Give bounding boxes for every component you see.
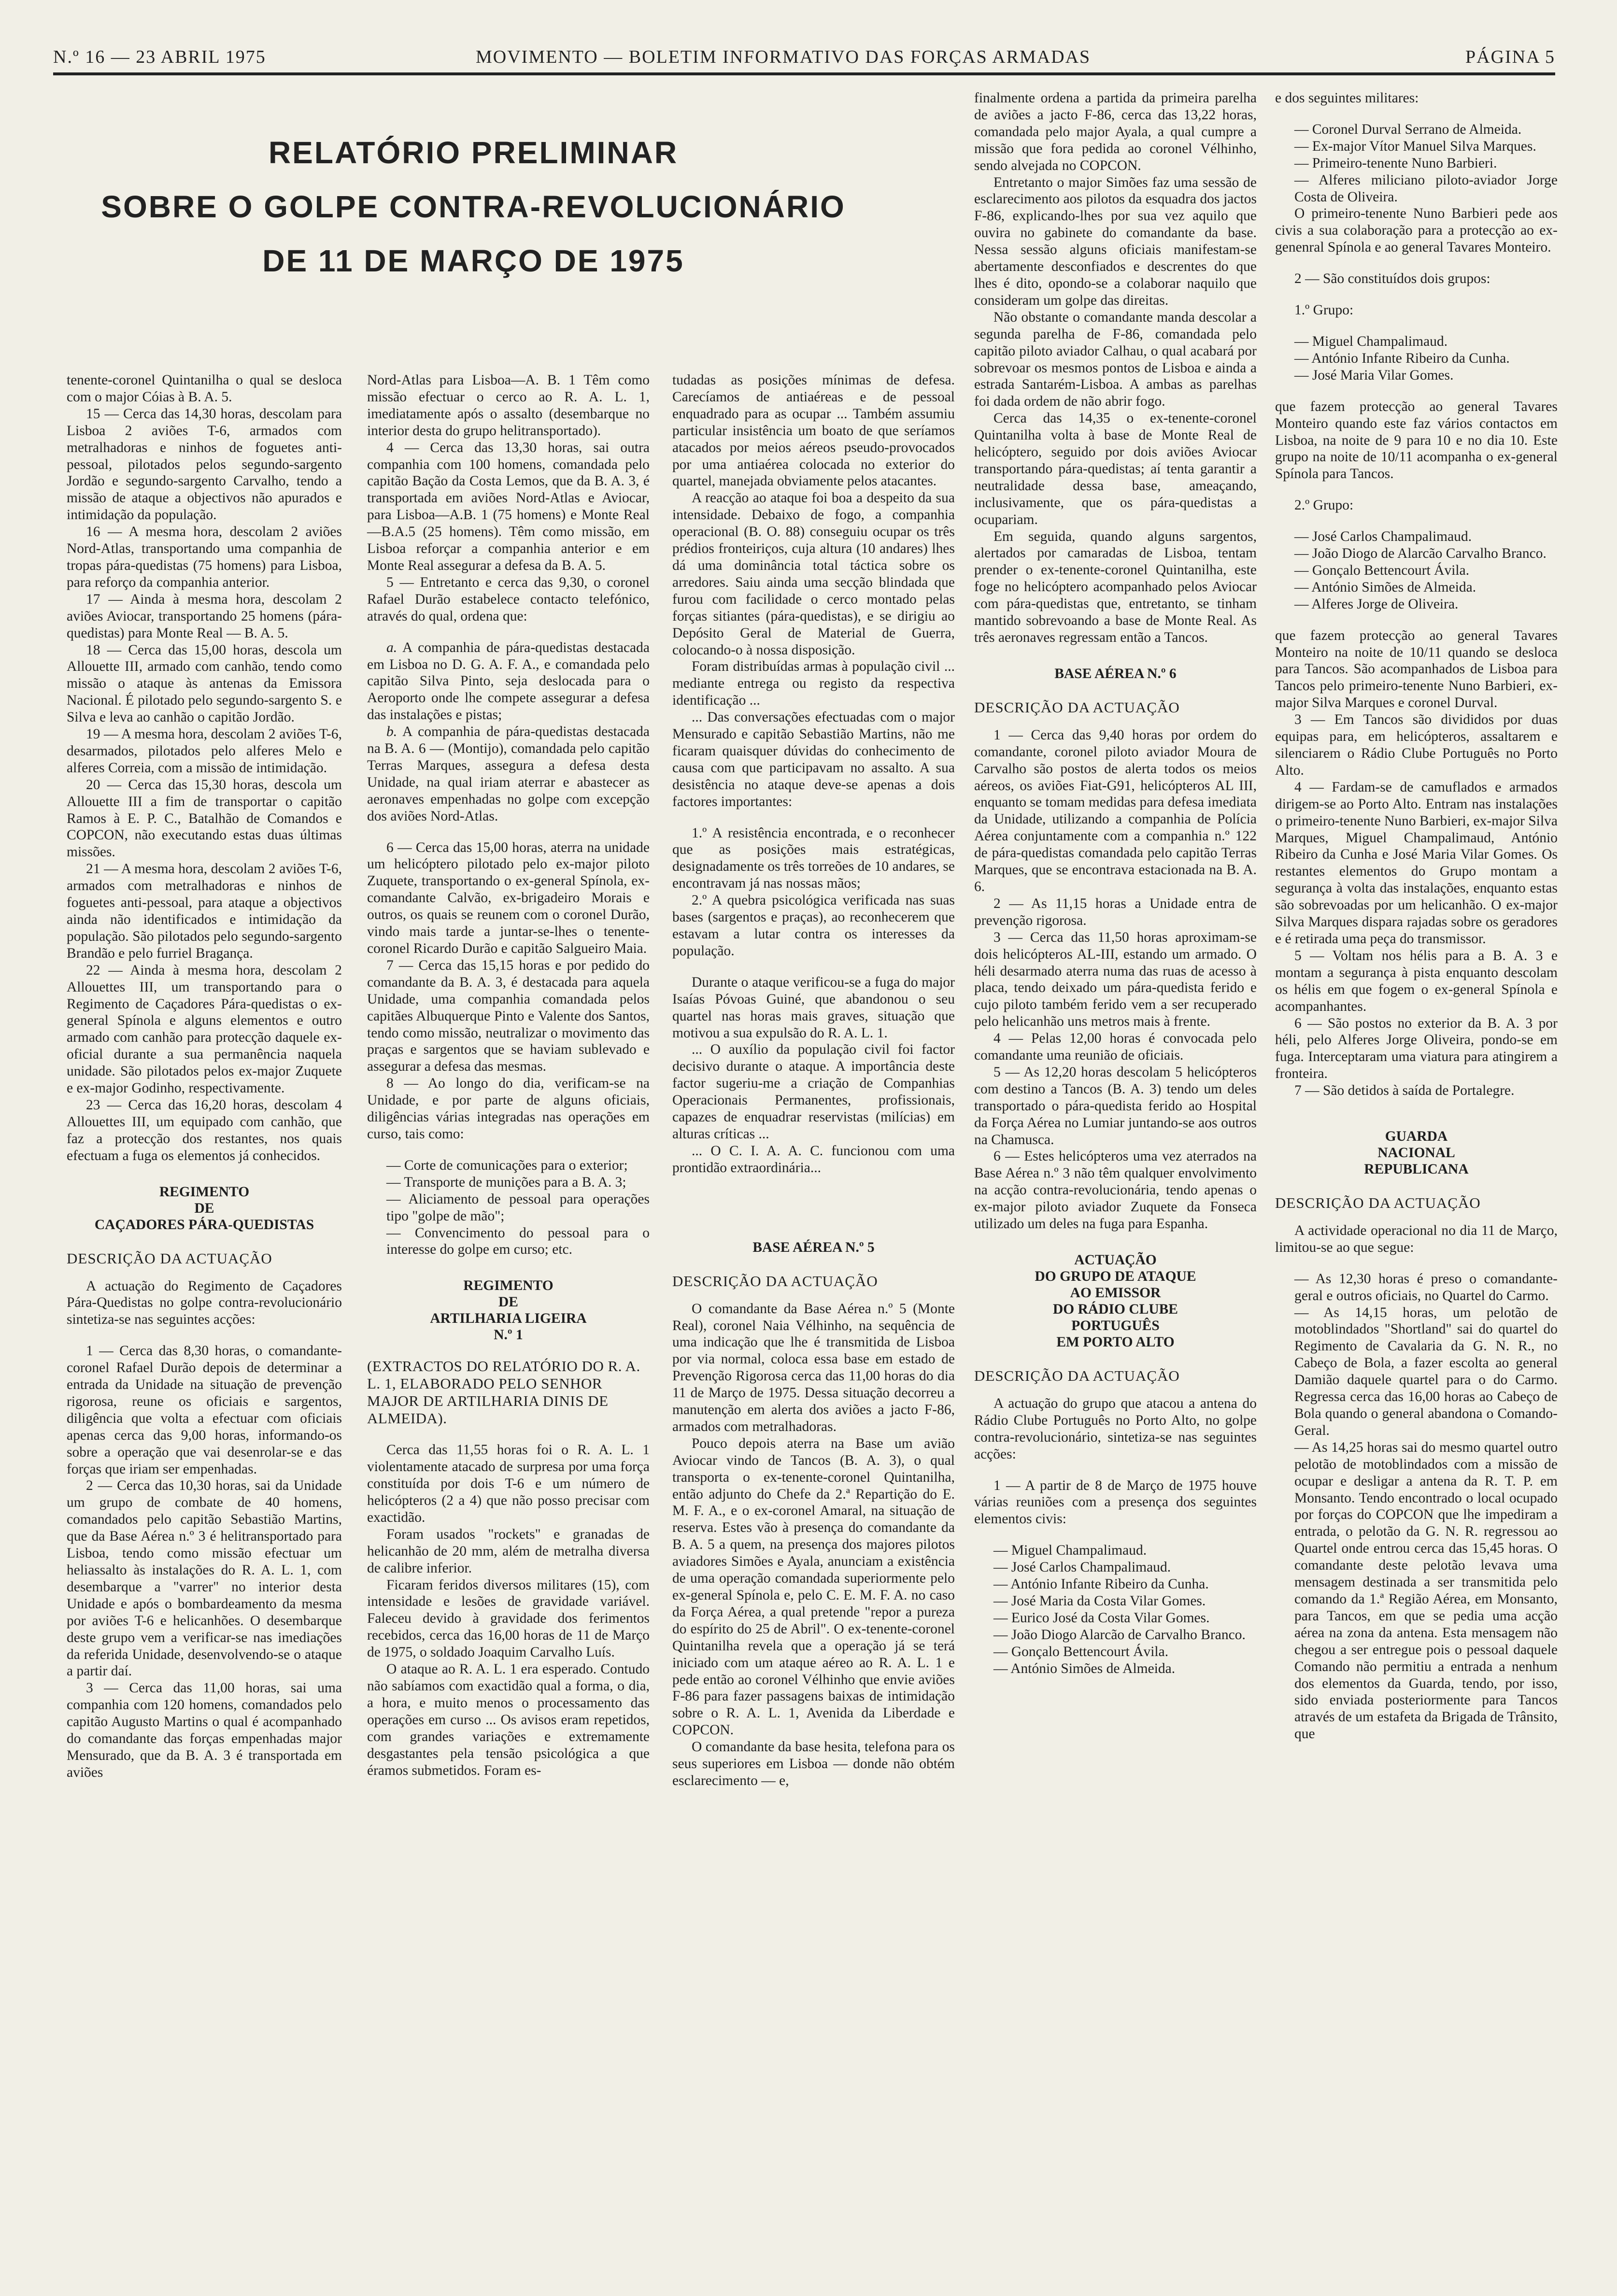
section-heading: ACTUAÇÃO DO GRUPO DE ATAQUE AO EMISSOR DO RÁDIO CLUBE PORTUGUÊS EM PORTO ALTO xyxy=(1035,1252,1196,1350)
list-item: — Ex-major Vítor Manuel Silva Marques. xyxy=(1294,138,1536,154)
paragraph: O comandante da base hesita, telefona para os seus superiores em Lisboa — donde não obtém esclarecimento — e, xyxy=(672,1739,955,1788)
list-item: — Alferes miliciano piloto-aviador Jorge Costa de Oliveira. xyxy=(1294,172,1558,205)
paragraph: 3 — Cerca das 11,00 horas, sai uma companhia com 120 homens, comandados pelo capitão Augusto Martins o qual é acompanhado do comandante das forças empenhadas major Mensurado, que da B. A. 3 é transportada em aviões xyxy=(67,1680,342,1780)
paragraph: A reacção ao ataque foi boa a despeito da sua intensidade. Debaixo de fogo, a companhia operacional (B. O. 88) conseguiu ocupar os três prédios fronteiriços, cuja altura (10 andares) lhes dá uma dominância total táctica sobre os arredores. Saiu ainda uma secção blindada que furou com facilidade o cerco montado pelas forças sitiantes (pára-quedistas), e se dirigiu ao Depósito Geral de Material de Guerra, colocando-o à nossa disposição. xyxy=(672,490,955,658)
list-item: — Coronel Durval Serrano de Almeida. xyxy=(1294,121,1522,137)
paragraph: O comandante da Base Aérea n.º 5 (Monte Real), coronel Naia Vélhinho, na sequência de uma indicação que lhe é transmitida de Lisboa por via normal, coloca essa base em estado de Prevenção Rigorosa cerca das 11,00 horas do dia 11 de Março de 1975. Dessa situação decorreu a manutenção em alerta dos aviões a jacto F-86, armados com metralhadoras. xyxy=(672,1301,955,1434)
paragraph: 2.º A quebra psicológica verificada nas suas bases (sargentos e praças), ao reconhecerem que estavam a lutar contra os interesses da população. xyxy=(672,893,955,959)
column-3 xyxy=(672,372,955,1789)
paragraph: 16 — A mesma hora, descolam 2 aviões Nord-Atlas, transportando uma companhia de tropas pára-quedistas (75 homens) para Lisboa, para reforço da companhia anterior. xyxy=(67,524,342,590)
page-number: PÁGINA 5 xyxy=(1465,47,1555,67)
list-item: — As 14,25 horas sai do mesmo quartel outro pelotão de motoblindados com a missão de ocupar e desligar a antena da R. T. P. em Monsanto. Tendo encontrado o local ocupado por forças do COPCON que lhe impediram a entrada, o pelotão da G. N. R. regressou ao Quartel onde entrou cerca das 15,45 horas. O comandante deste pelotão levava uma mensagem destinada a ser transmitida pelo comando da 1.ª Região Aérea, em Monsanto, para Tancos, em que se pedia uma acção aérea na zona da antena. Esta mensagem não chegou a ser entregue pois o pessoal daquele Comando não permitiu a entrada a nenhum dos elementos da Guarda, tendo, por isso, sido enviada posteriormente para Tancos através de um estafeta da Brigada de Trânsito, que xyxy=(1294,1439,1558,1742)
column-4 xyxy=(974,90,1257,1677)
paragraph: 4 — Pelas 12,00 horas é convocada pelo comandante uma reunião de oficiais. xyxy=(974,1031,1257,1063)
list-item: — As 14,15 horas, um pelotão de motoblindados "Shortland" sai do quartel do Regimento de Cavalaria da G. N. R., no Cabeço de Bola, a fazer escolta ao general Damião daquele quartel para o do Carmo. Regressa cerca das 16,00 horas ao Cabeço de Bola quando o general abandona o Comando-Geral. xyxy=(1294,1304,1558,1438)
list-item: — José Maria Vilar Gomes. xyxy=(1294,367,1454,383)
list-item: — Primeiro-tenente Nuno Barbieri. xyxy=(1294,155,1497,171)
paragraph: 5 — As 12,20 horas descolam 5 helicópteros com destino a Tancos (B. A. 3) tendo um deles transportado o pára-quedista ferido ao Hospital da Força Aérea no Lumiar juntando-se aos outros na Chamusca. xyxy=(974,1064,1257,1148)
list-item: — Miguel Champalimaud. xyxy=(1294,333,1448,349)
publication-name: MOVIMENTO — BOLETIM INFORMATIVO DAS FORÇAS ARMADAS xyxy=(476,47,1091,67)
paragraph: Não obstante o comandante manda descolar a segunda parelha de F-86, comandada pelo capitão piloto aviador Calhau, o qual acabará por sobrevoar os mesmos pontos de Lisboa e ainda a estrada Santarém-Lisboa. A ambas as parelhas foi dada ordem de não abrir fogo. xyxy=(974,309,1257,410)
header-rule xyxy=(53,72,1555,75)
paragraph: 17 — Ainda à mesma hora, descolam 2 aviões Aviocar, transportando 25 homens (pára-quedistas) para Monte Real — B. A. 5. xyxy=(67,591,342,641)
paragraph: Nord-Atlas para Lisboa—A. B. 1 Têm como missão efectuar o cerco ao R. A. L. 1, imediatamente após o assalto (desembarque no interior desta do grupo helitransportado). xyxy=(367,372,650,439)
paragraph: 19 — A mesma hora, descolam 2 aviões T-6, desarmados, pilotados pelo alferes Melo e alferes Correia, com a missão de intimidação. xyxy=(67,726,342,776)
paragraph: 6 — Cerca das 15,00 horas, aterra na unidade um helicóptero pilotado pelo ex-major piloto Zuquete, transportando o ex-general Spínola, ex-comandante Calvão, ex-brigadeiro Morais e outros, os quais se reunem com o coronel Durão, vindo mais tarde a juntar-se-lhes o tenente-coronel Ricardo Durão e capitão Salgueiro Maia. xyxy=(367,839,650,956)
paragraph: 6 — São postos no exterior da B. A. 3 por héli, pelo Alferes Jorge Oliveira, pondo-se em fuga. Interceptaram uma viatura para atingirem a fronteira. xyxy=(1275,1015,1558,1082)
paragraph: A actividade operacional no dia 11 de Março, limitou-se ao que segue: xyxy=(1275,1222,1558,1255)
list-item: — Miguel Champalimaud. xyxy=(993,1543,1147,1559)
paragraph: b. A companhia de pára-quedistas destacada na B. A. 6 — (Montijo), comandada pelo capitão Terras Marques, assegura a defesa desta Unidade, na qual iriam aterrar e abastecer as aeronaves empenhadas no golpe com excepção dos aviões Nord-Atlas. xyxy=(367,724,650,824)
paragraph: 1.º A resistência encontrada, e o reconhecer que as posições mais estratégicas, designadamente os três torreões de 10 andares, se encontravam já nas nossas mãos; xyxy=(672,825,955,892)
paragraph: Pouco depois aterra na Base um avião Aviocar vindo de Tancos (B. A. 3), o qual transporta o ex-tenente-coronel Quintanilha, então adjunto do Chefe da 2.ª Repartição do E. M. F. A., e o ex-coronel Amaral, na situação de reserva. Estes vão à presença do comandante da B. A. 5 a quem, na presença dos majores pilotos aviadores Simões e Ayala, anunciam a existência de uma operação comandada superiormente pelo ex-general Spínola e, pelo C. E. M. F. A. no caso da Força Aérea, a qual pretende "repor a pureza do espírito do 25 de Abril". O ex-tenente-coronel Quintanilha revela que a operação já se terá iniciado com um ataque aéreo ao R. A. L. 1 e pede então ao coronel Vélhinho que envie aviões F-86 para fazer passagens baixas de intimidação sobre o R. A. L. 1, Avenida da Liberdade e COPCON. xyxy=(672,1435,955,1738)
list-item: — As 12,30 horas é preso o comandante-geral e outros oficiais, no Quartel do Carmo. xyxy=(1294,1271,1558,1304)
section-heading: GUARDA NACIONAL REPUBLICANA xyxy=(1364,1129,1469,1177)
list-item: — José Carlos Champalimaud. xyxy=(1294,529,1472,545)
section-heading: REGIMENTO DE CAÇADORES PÁRA-QUEDISTAS xyxy=(94,1184,314,1233)
paragraph: Foram usados "rockets" e granadas de helicanhão de 20 mm, além de metralha diversa de calibre inferior. xyxy=(367,1526,650,1576)
list-item: — João Diogo de Alarcão Carvalho Branco. xyxy=(1294,546,1546,562)
list-item: — Convencimento do pessoal para o interesse do golpe em curso; etc. xyxy=(386,1225,650,1258)
paragraph: Ficaram feridos diversos militares (15), com intensidade e lesões de gravidade variável. Faleceu devido à gravidade dos ferimentos recebidos, cerca das 16,00 horas de 11 de Março de 1975, o soldado Joaquim Carvalho Luís. xyxy=(367,1577,650,1660)
paragraph: A actuação do grupo que atacou a antena do Rádio Clube Português no Porto Alto, no golpe contra-revolucionário, sintetiza-se nas seguintes acções: xyxy=(974,1395,1257,1462)
paragraph: 15 — Cerca das 14,30 horas, descolam para Lisboa 2 aviões T-6, armados com metralhadoras e ninhos de foguetes anti-pessoal, pilotados pelos segundo-sargento Jordão e segundo-sargento Carvalho, tendo a missão de ataque a objectivos não apurados e intimidação da população. xyxy=(67,406,342,523)
section-heading: REGIMENTO DE ARTILHARIA LIGEIRA N.º 1 xyxy=(430,1278,587,1343)
paragraph: que fazem protecção ao general Tavares Monteiro na noite de 10/11 quando se desloca para Tancos. São acompanhados de Lisboa para Tancos pelo primeiro-tenente Nuno Barbieri, ex-major Silva Marques e coronel Durval. xyxy=(1275,627,1558,711)
paragraph: 3 — Em Tancos são divididos por duas equipas para, em helicópteros, assaltarem e silenciarem o Rádio Clube Português no Porto Alto. xyxy=(1275,712,1558,778)
title-line-2: SOBRE O GOLPE CONTRA-REVOLUCIONÁRIO xyxy=(101,189,846,224)
paragraph: 5 — Entretanto e cerca das 9,30, o coronel Rafael Durão estabelece contacto telefónico, através do qual, ordena que: xyxy=(367,574,650,624)
paragraph: tudadas as posições mínimas de defesa. Carecíamos de antiaéreas e de pessoal enquadrado para as ocupar ... Também assumiu particular insistência um boato de que seríamos atacados por meios aéreos pseudo-provocados por uma antiaérea colocada no exterior do quartel, manejada obviamente pelos atacantes. xyxy=(672,372,955,489)
paragraph: 6 — Estes helicópteros uma vez aterrados na Base Aérea n.º 3 não têm qualquer envolvimento na acção contra-revolucionária, tendo apenas o ex-major piloto aviador Zuquete da Fonseca utilizado um deles na fuga para Espanha. xyxy=(974,1148,1257,1232)
list-item: — António Simões de Almeida. xyxy=(1294,579,1476,595)
paragraph: Cerca das 11,55 horas foi o R. A. L. 1 violentamente atacado de surpresa por uma força constituída por dois T-6 e um número de helicópteros (2 a 4) que não posso precisar com exactidão. xyxy=(367,1442,650,1525)
paragraph: tenente-coronel Quintanilha o qual se desloca com o major Cóias à B. A. 5. xyxy=(67,372,342,405)
list-item: — António Infante Ribeiro da Cunha. xyxy=(1294,350,1510,366)
list-item: — Transporte de munições para a B. A. 3; xyxy=(386,1174,626,1190)
paragraph: O primeiro-tenente Nuno Barbieri pede aos civis a sua colaboração para a protecção ao ex-genenral Spínola e ao general Tavares Monteiro. xyxy=(1275,206,1558,255)
paragraph: ... O auxílio da população civil foi factor decisivo durante o ataque. A importância deste factor sugeriu-me a criação de Companhias Operacionais Permanentes, profissionais, capazes de enquadrar reservistas (milícias) em alturas críticas ... xyxy=(672,1042,955,1142)
paragraph: 3 — Cerca das 11,50 horas aproximam-se dois helicópteros AL-III, estando um armado. O héli desarmado aterra numa das ruas de acesso à placa, tendo deixado um pára-quedista ferido e cujo piloto também ferido vem a ser recuperado pelo helicanhão uns metros mais à frente. xyxy=(974,929,1257,1030)
list-item: — Eurico José da Costa Vilar Gomes. xyxy=(993,1610,1210,1626)
paragraph: O ataque ao R. A. L. 1 era esperado. Contudo não sabíamos com exactidão qual a forma, o dia, a hora, e muito menos o processamento das operações em curso ... Os avisos eram repetidos, com grandes variações e extremamente desgastantes pela tensão psicológica a que éramos submetidos. Foram es- xyxy=(367,1661,650,1778)
paragraph: 21 — A mesma hora, descolam 2 aviões T-6, armados com metralhadoras e ninhos de foguetes anti-pessoal, para ataque a objectivos ainda não identificados e intimidação da população. São pilotados pelo segundo-sargento Brandão e pelo furriel Bragança. xyxy=(67,861,342,961)
article-title xyxy=(92,126,855,288)
title-line-1: RELATÓRIO PRELIMINAR xyxy=(268,135,679,170)
list-item: — António Infante Ribeiro da Cunha. xyxy=(993,1576,1209,1592)
paragraph: 2 — Cerca das 10,30 horas, sai da Unidade um grupo de combate de 40 homens, comandados pelo capitão Sebastião Martins, que da Base Aérea n.º 3 é helitransportado para Lisboa, tendo como missão efectuar um heliassalto às instalações do R. A. L. 1, com desembarque a "varrer" no interior desta Unidade e após o bombardeamento da mesma por aviões T-6 e helicanhões. O desembarque deste grupo vem a verificar-se nas imediações da referida Unidade, desenvolvendo-se o ataque a partir daí. xyxy=(67,1478,342,1679)
section-subheading: DESCRIÇÃO DA ACTUAÇÃO xyxy=(672,1272,878,1290)
paragraph: que fazem protecção ao general Tavares Monteiro quando este faz vários contactos em Lisboa, na noite de 9 para 10 e no dia 10. Este grupo na noite de 10/11 acompanha o ex-general Spínola para Tancos. xyxy=(1275,398,1558,482)
list-item: — João Diogo Alarcão de Carvalho Branco. xyxy=(993,1627,1246,1643)
paragraph: Foram distribuídas armas à população civil ... mediante entrega ou registo da respectiva identificação ... xyxy=(672,659,955,709)
section-subheading: DESCRIÇÃO DA ACTUAÇÃO xyxy=(67,1249,272,1267)
list-item: — António Simões de Almeida. xyxy=(993,1660,1176,1676)
paragraph: 7 — Cerca das 15,15 horas e por pedido do comandante da B. A. 3, é destacada para aquela Unidade, uma companhia comandada pelos capitães Albuquerque Pinto e Valente dos Santos, tendo como missão, neutralizar o movimento das praças e sargentos que se haviam sublevado e assegurar a defesa das mesmas. xyxy=(367,957,650,1075)
paragraph: 1.º Grupo: xyxy=(1294,302,1354,318)
paragraph: 1 — Cerca das 9,40 horas por ordem do comandante, coronel piloto aviador Moura de Carvalho são postos de alerta todos os meios aéreos, os aviões Fiat-G91, helicópteros AL III, enquanto se tomam medidas para defesa imediata da Unidade, utilizando a companhia de Polícia Aérea conjuntamente com a companhia n.º 122 de pára-quedistas comandada pelo capitão Terras Marques, que se encontrava estacionada na B. A. 6. xyxy=(974,727,1257,894)
paragraph: ... Das conversações efectuadas com o major Mensurado e capitão Sebastião Martins, não me ficaram quaisquer dúvidas do conhecimento de causa com que participavam no assalto. A sua desistência no ataque deve-se apenas a dois factores importantes: xyxy=(672,709,955,809)
paragraph: 4 — Cerca das 13,30 horas, sai outra companhia com 100 homens, comandada pelo capitão Bação da Costa Lemos, que da B. A. 3, é transportada em aviões Nord-Atlas e Aviocar, para Lisboa—A.B. 1 (75 homens) e Monte Real—B.A.5 (25 homens). Têm como missão, em Lisboa reforçar a companhia anterior e em Monte Real assegurar a defesa da B. A. 5. xyxy=(367,439,650,573)
paragraph: 7 — São detidos à saída de Portalegre. xyxy=(1294,1083,1515,1099)
list-item: — Gonçalo Bettencourt Ávila. xyxy=(1294,562,1470,578)
paragraph: Cerca das 14,35 o ex-tenente-coronel Quintanilha volta à base de Monte Real de helicóptero, seguido por dois aviões Aviocar transportando pára-quedistas; aí tenta garantir a neutralidade dessa base, ameaçando, inclusivamente, que os pára-quedistas a ocupariam. xyxy=(974,411,1257,527)
paragraph: 1 — A partir de 8 de Março de 1975 houve várias reuniões com a presença dos seguintes elementos civis: xyxy=(974,1477,1257,1527)
paragraph: 8 — Ao longo do dia, verificam-se na Unidade, e por parte de alguns oficiais, diligências várias integradas nas operações em curso, tais como: xyxy=(367,1076,650,1142)
issue-date: N.º 16 — 23 ABRIL 1975 xyxy=(53,47,266,67)
section-subheading: DESCRIÇÃO DA ACTUAÇÃO xyxy=(974,698,1180,716)
section-heading: BASE AÉREA N.º 6 xyxy=(1054,666,1177,681)
section-heading: BASE AÉREA N.º 5 xyxy=(752,1239,875,1255)
paragraph: 22 — Ainda à mesma hora, descolam 2 Allouettes III, um transportando para o Regimento de Caçadores Pára-quedistas o ex-general Spínola e alguns elementos e outro armado com canhão para protecção daquele ex-oficial durante a sua permanência naquela unidade. São pilotados pelos ex-major Zuquete e ex-major Godinho, respectivamente. xyxy=(67,962,342,1096)
column-5 xyxy=(1275,90,1558,1743)
paragraph: Durante o ataque verificou-se a fuga do major Isaías Póvoas Guiné, que abandonou o seu quartel nas horas mais graves, situação que motivou a sua expulsão do R. A. L. 1. xyxy=(672,974,955,1041)
section-subheading: DESCRIÇÃO DA ACTUAÇÃO xyxy=(974,1367,1180,1384)
list-item: — Corte de comunicações para o exterior; xyxy=(386,1157,628,1173)
paragraph: A actuação do Regimento de Caçadores Pára-Quedistas no golpe contra-revolucionário sintetiza-se nas seguintes acções: xyxy=(67,1278,342,1328)
paragraph: 2.º Grupo: xyxy=(1294,497,1354,513)
paragraph: 18 — Cerca das 15,00 horas, descola um Allouette III, armado com canhão, tendo como missão o ataque às antenas da Emissora Nacional. É pilotado pelo segundo-sargento S. e Silva e leva ao canhão o capitão Jordão. xyxy=(67,642,342,725)
paragraph: 2 — As 11,15 horas a Unidade entra de prevenção rigorosa. xyxy=(974,895,1257,928)
paragraph: Entretanto o major Simões faz uma sessão de esclarecimento aos pilotos da esquadra dos jactos F-86, explicando-lhes por sua vez aquilo que ouvira no gabinete do comandante da base. Nessa sessão alguns oficiais manifestam-se abertamente desconfiados e descrentes do que lhes é dito, opondo-se a colaborar naquilo que consideram um golpe das direitas. xyxy=(974,174,1257,308)
list-item: — José Maria da Costa Vilar Gomes. xyxy=(993,1593,1206,1609)
title-line-3: DE 11 DE MARÇO DE 1975 xyxy=(262,243,684,278)
paragraph: 4 — Fardam-se de camuflados e armados dirigem-se ao Porto Alto. Entram nas instalações o primeiro-tenente Nuno Barbieri, ex-major Silva Marques, Miguel Champalimaud, António Ribeiro da Cunha e José Maria Vilar Gomes. Os restantes elementos do Grupo montam a segurança à volta das instalações, enquanto estas são sobrevoadas por um helicanhão. O ex-major Silva Marques dispara rajadas sobre os geradores e é retirada uma peça do transmissor. xyxy=(1275,779,1558,947)
paragraph: 1 — Cerca das 8,30 horas, o comandante-coronel Rafael Durão depois de determinar a entrada da Unidade na situação de prevenção rigorosa, reune os oficiais e sargentos, diligência que volta a efectuar com oficiais apenas cerca das 9,00 horas, informando-os sobre a operação que vai desenrolar-se e das forças que iriam ser empenhadas. xyxy=(67,1343,342,1477)
paragraph: e dos seguintes militares: xyxy=(1275,90,1419,106)
page-header xyxy=(53,46,1555,71)
paragraph: 5 — Voltam nos hélis para a B. A. 3 e montam a segurança à pista enquanto descolam os hélis em que fogem o ex-general Spínola e acompanhantes. xyxy=(1275,948,1558,1014)
paragraph: ... O C. I. A. A. C. funcionou com uma prontidão extraordinária... xyxy=(672,1143,955,1176)
paragraph: Em seguida, quando alguns sargentos, alertados por camaradas de Lisboa, tentam prender o ex-tenente-coronel Quintanilha, este foge no helicóptero acompanhado pelos Aviocar com pára-quedistas que, entretanto, se tinham mantido sobrevoando a base de Monte Real. As três aeronaves regressam então a Tancos. xyxy=(974,528,1257,645)
paragraph: 20 — Cerca das 15,30 horas, descola um Allouette III a fim de transportar o capitão Ramos à E. P. C., Batalhão de Comandos e COPCON, não executando estas duas últimas missões. xyxy=(67,777,342,860)
column-1 xyxy=(67,372,342,1781)
section-subheading: DESCRIÇÃO DA ACTUAÇÃO xyxy=(1275,1194,1481,1212)
column-2 xyxy=(367,372,650,1779)
paragraph: a. A companhia de pára-quedistas destacada em Lisboa no D. G. A. F. A., e comandada pelo capitão Silva Pinto, seja deslocada para o Aeroporto onde lhe compete assegurar a defesa das instalações e pistas; xyxy=(367,639,650,723)
list-item: — Alferes Jorge de Oliveira. xyxy=(1294,596,1459,612)
section-subtitle: (EXTRACTOS DO RELATÓRIO DO R. A. L. 1, ELABORADO PELO SENHOR MAJOR DE ARTILHARIA DINIS DE ALMEIDA). xyxy=(367,1358,640,1427)
list-item: — Aliciamento de pessoal para operações tipo "golpe de mão"; xyxy=(386,1191,650,1224)
list-item: — Gonçalo Bettencourt Ávila. xyxy=(993,1644,1169,1659)
paragraph: 2 — São constituídos dois grupos: xyxy=(1294,271,1490,287)
paragraph: finalmente ordena a partida da primeira parelha de aviões a jacto F-86, cerca das 13,22 horas, comandada pelo major Ayala, a qual cumpre a missão que fora pedida ao coronel Vélhinho, sendo alvejada no COPCON. xyxy=(974,90,1257,173)
list-item: — José Carlos Champalimaud. xyxy=(993,1559,1171,1575)
paragraph: 23 — Cerca das 16,20 horas, descolam 4 Allouettes III, um equipado com canhão, que faz a protecção dos restantes, nos quais efectuam a fuga os elementos já conhecidos. xyxy=(67,1097,342,1163)
